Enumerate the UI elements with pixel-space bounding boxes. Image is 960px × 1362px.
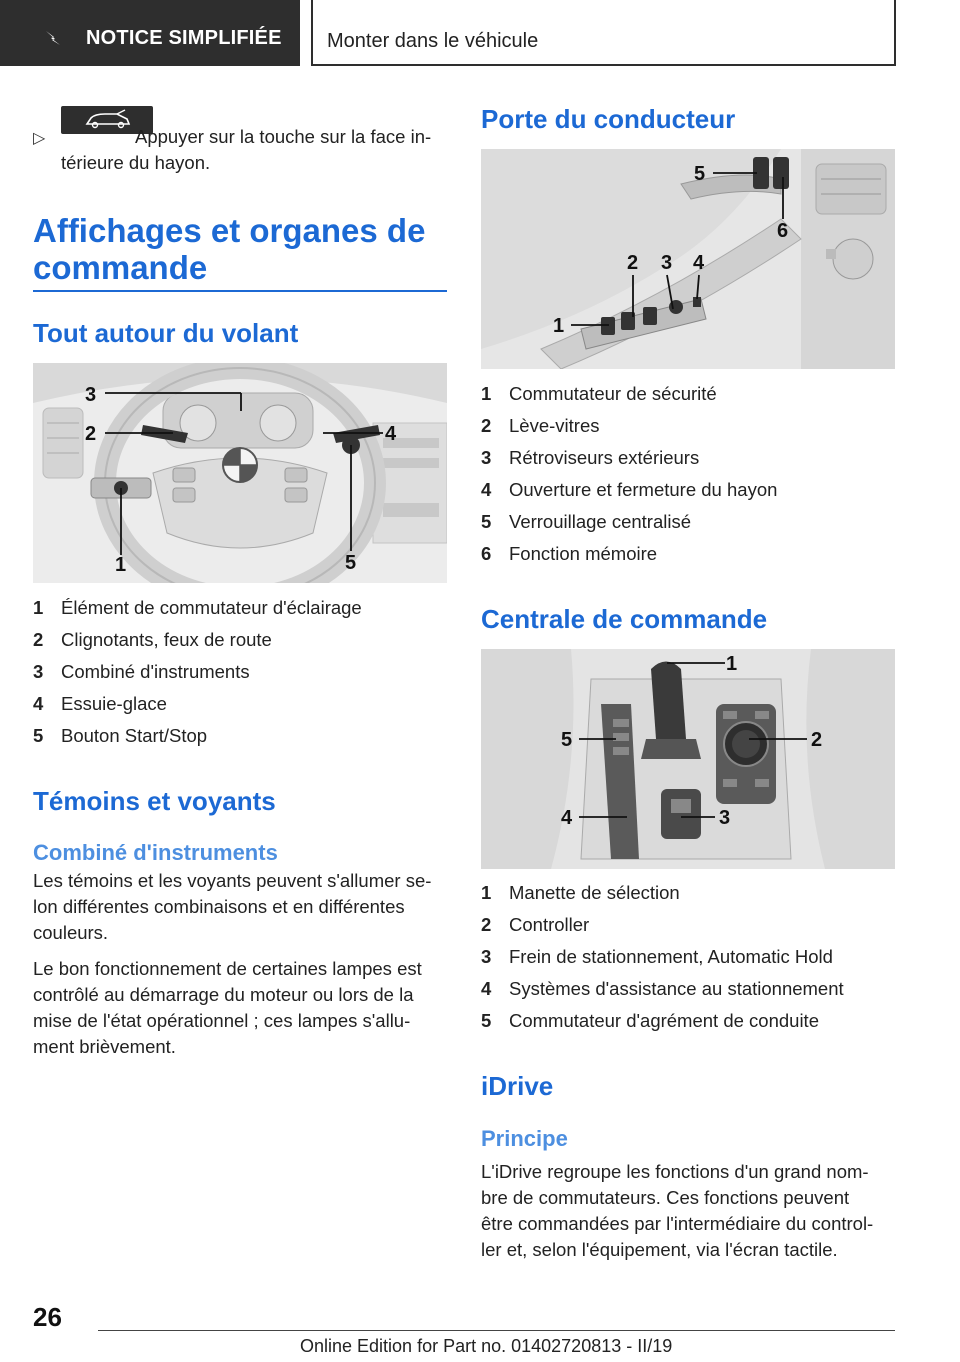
main-heading-line-2: commande [33,249,208,286]
text-line: mise de l'état opérationnel ; ces lampes s'allu- [33,1010,411,1031]
console-callout-4: 4 [561,807,573,829]
text-line: couleurs. [33,922,109,943]
door-callout-4: 4 [693,252,705,274]
item-text: Combiné d'instruments [61,661,250,682]
console-callout-5: 5 [561,729,573,751]
item-number: 2 [481,415,492,436]
list-item [33,720,447,752]
paragraph-lights-2 [33,956,447,1060]
section-heading-wheel: Tout autour du volant [33,318,299,348]
list-item [33,624,447,656]
list-item [481,909,895,941]
center-console-illustration [481,649,895,869]
door-callout-1: 1 [553,315,565,337]
list-item [33,688,447,720]
console-callout-1: 1 [726,653,738,675]
text-line: ler et, selon l'équipement, via l'écran tactile. [481,1239,838,1260]
item-number: 6 [481,543,492,564]
intro-line-1: Appuyer sur la touche sur la face in- [135,126,432,147]
paragraph-lights-1 [33,868,447,946]
wheel-callout-1: 1 [115,554,127,576]
text-line: être commandées par l'intermédiaire du control- [481,1213,874,1234]
list-item [481,973,895,1005]
item-number: 5 [33,725,44,746]
item-number: 2 [33,629,44,650]
item-text: Fonction mémoire [509,543,658,564]
section-heading-idrive: iDrive [481,1071,554,1101]
wheel-callout-5: 5 [345,552,357,574]
wheel-callout-3: 3 [85,384,97,406]
driver-door-illustration [481,149,895,369]
step-arrow: ▷ [33,130,46,147]
console-callout-2: 2 [811,729,823,751]
item-text: Clignotants, feux de route [61,629,272,650]
subheading-principle: Principe [481,1126,568,1151]
chapter-title: NOTICE SIMPLIFIÉE [86,27,282,49]
text-line: Le bon fonctionnement de certaines lampes est [33,958,422,979]
steering-wheel-illustration [33,363,447,583]
subheading-cluster: Combiné d'instruments [33,840,278,865]
wheel-legend-list [33,592,447,752]
item-text: Verrouillage centralisé [509,511,692,532]
text-line: lon différentes combinaisons et en différentes [33,896,405,917]
item-number: 5 [481,511,492,532]
list-item [481,538,895,570]
item-text: Lève-vitres [509,415,600,436]
item-text: Manette de sélection [509,882,680,903]
item-number: 4 [481,978,492,999]
section-title: Monter dans le véhicule [327,30,539,52]
intro-line-2: térieure du hayon. [61,152,211,173]
list-item [481,410,895,442]
section-heading-console: Centrale de commande [481,604,768,634]
list-item [33,656,447,688]
text-line: L'iDrive regroupe les fonctions d'un grand nom- [481,1161,869,1182]
item-text: Commutateur de sécurité [509,383,717,404]
item-number: 3 [33,661,44,682]
section-heading-door: Porte du conducteur [481,104,736,134]
door-callout-2: 2 [627,252,639,274]
text-line: Les témoins et les voyants peuvent s'allumer se- [33,870,432,891]
wheel-callout-2: 2 [85,423,97,445]
item-number: 1 [481,882,492,903]
item-text: Ouverture et fermeture du hayon [509,479,778,500]
heading-rule [33,290,447,292]
item-number: 4 [33,693,44,714]
wheel-callout-4: 4 [385,423,397,445]
console-legend-list [481,877,895,1037]
list-item [481,442,895,474]
quick-reference-icon [44,29,62,47]
page-header [0,0,960,66]
item-number: 1 [481,383,492,404]
edition-info: Online Edition for Part no. 01402720813 - II/19 [300,1336,673,1356]
list-item [481,941,895,973]
text-line: bre de commutateurs. Ces fonctions peuvent [481,1187,850,1208]
text-line: ment brièvement. [33,1036,176,1057]
item-text: Controller [509,914,590,935]
item-text: Systèmes d'assistance au stationnement [509,978,844,999]
item-number: 2 [481,914,492,935]
chapter-tab[interactable] [0,0,300,66]
center-console-figure [481,649,895,869]
item-number: 4 [481,479,492,500]
item-text: Essuie-glace [61,693,167,714]
item-text: Élément de commutateur d'éclairage [61,597,362,618]
door-legend-list [481,378,895,570]
list-item [481,378,895,410]
item-number: 5 [481,1010,492,1031]
item-number: 3 [481,946,492,967]
item-text: Rétroviseurs extérieurs [509,447,700,468]
section-heading-lights: Témoins et voyants [33,786,276,816]
footer-rule [98,1330,895,1331]
main-heading-line-1: Affichages et organes de [33,212,426,249]
item-number: 3 [481,447,492,468]
list-item [481,877,895,909]
paragraph-idrive [481,1159,895,1263]
console-callout-3: 3 [719,807,731,829]
list-item [481,474,895,506]
page-number: 26 [33,1302,62,1332]
item-text: Commutateur d'agrément de conduite [509,1010,819,1031]
list-item [33,592,447,624]
door-callout-3: 3 [661,252,673,274]
item-text: Frein de stationnement, Automatic Hold [509,946,833,967]
text-line: contrôlé au démarrage du moteur ou lors de la [33,984,414,1005]
item-text: Bouton Start/Stop [61,725,208,746]
section-tab[interactable] [311,0,896,66]
list-item [481,506,895,538]
driver-door-figure [481,149,895,369]
steering-wheel-figure [33,363,447,583]
list-item [481,1005,895,1037]
item-number: 1 [33,597,44,618]
door-callout-5: 5 [694,163,706,185]
door-callout-6: 6 [777,220,789,242]
